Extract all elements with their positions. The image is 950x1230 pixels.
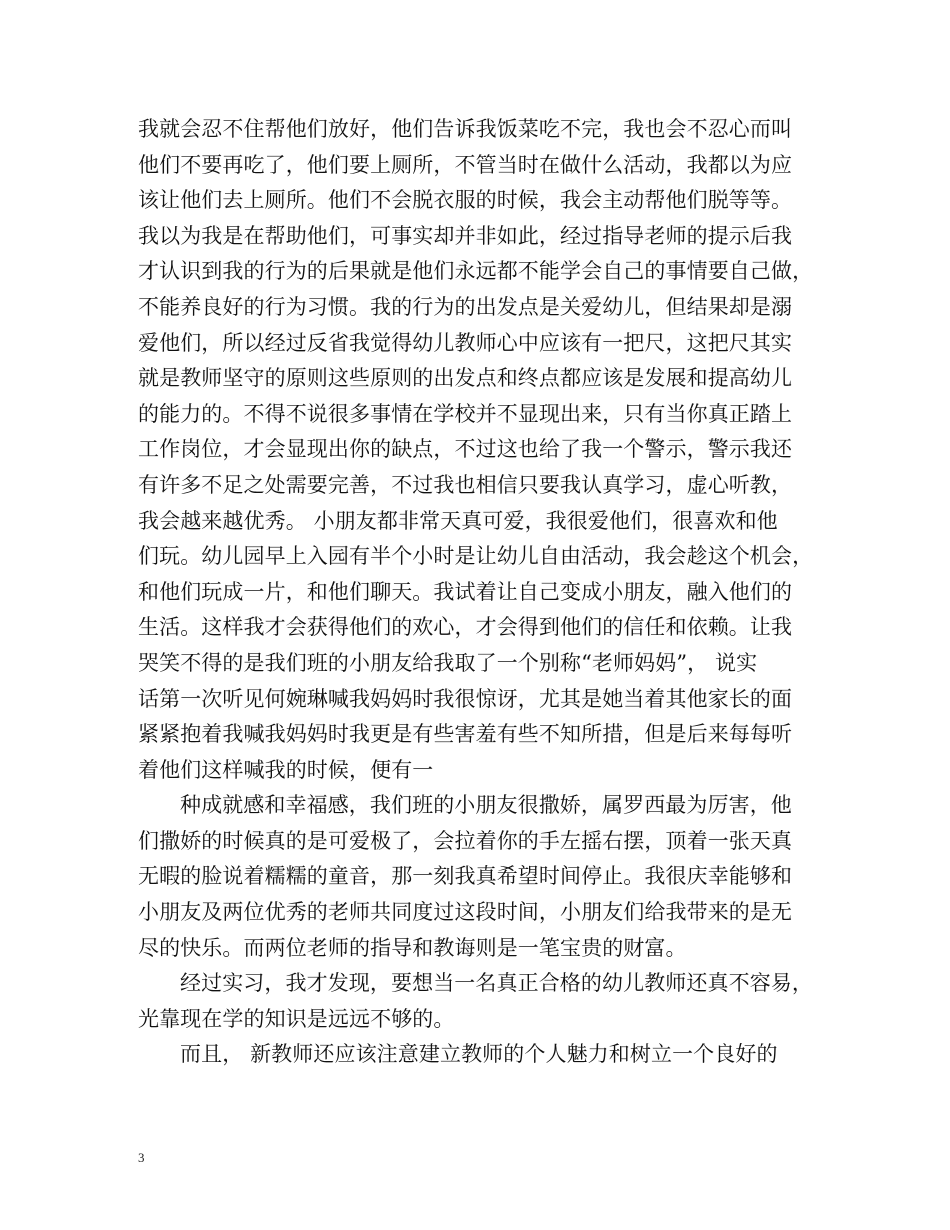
body-text	[138, 112, 828, 1073]
text-line: 我会越来越优秀。 小朋友都非常天真可爱，我很爱他们，很喜欢和他	[138, 508, 778, 533]
text-line: 工作岗位，才会显现出你的缺点，不过这也给了我一个警示，警示我还	[138, 437, 793, 462]
text-line: 不能养良好的行为习惯。我的行为的出发点是关爱幼儿，但结果却是溺	[138, 294, 793, 319]
text-line: 们撒娇的时候真的是可爱极了，会拉着你的手左摇右摆，顶着一张天真	[138, 828, 793, 853]
text-line: 话第一次听见何婉琳喊我妈妈时我很惊讶，尤其是她当着其他家长的面	[138, 686, 793, 711]
page-number: 3	[138, 1150, 145, 1165]
text-line: 的能力的。不得不说很多事情在学校并不显现出来，只有当你真正踏上	[138, 401, 793, 426]
text-line: 着他们这样喊我的时候，便有一	[138, 757, 434, 782]
paragraph-first-line: 而且， 新教师还应该注意建立教师的个人魅力和树立一个良好的	[180, 1042, 778, 1067]
text-line: 才认识到我的行为的后果就是他们永远都不能学会自己的事情要自己做，	[138, 259, 814, 284]
text-line: 和他们玩成一片，和他们聊天。我试着让自己变成小朋友，融入他们的	[138, 579, 793, 604]
text-line: 生活。这样我才会获得他们的欢心，才会得到他们的信任和依赖。让我	[138, 615, 793, 640]
text-line: 有许多不足之处需要完善，不过我也相信只要我认真学习，虚心听教，	[138, 472, 793, 497]
text-line: 无暇的脸说着糯糯的童音，那一刻我真希望时间停止。我很庆幸能够和	[138, 864, 793, 889]
text-line: 尽的快乐。而两位老师的指导和教诲则是一笔宝贵的财富。	[138, 935, 687, 960]
paragraph-first-line: 种成就感和幸福感，我们班的小朋友很撒娇，属罗西最为厉害，他	[180, 793, 792, 818]
text-line: 紧紧抱着我喊我妈妈时我更是有些害羞有些不知所措，但是后来每每听	[138, 722, 793, 747]
paragraph-first-line: 经过实习，我才发现，要想当一名真正合格的幼儿教师还真不容易，	[180, 971, 813, 996]
text-line: 他们不要再吃了，他们要上厕所，不管当时在做什么活动，我都以为应	[138, 152, 793, 177]
text-line: 就是教师坚守的原则这些原则的出发点和终点都应该是发展和提高幼儿	[138, 366, 793, 391]
text-line: 哭笑不得的是我们班的小朋友给我取了一个别称“老师妈妈”， 说实	[138, 650, 758, 675]
text-line: 我就会忍不住帮他们放好，他们告诉我饭菜吃不完，我也会不忍心而叫	[138, 117, 793, 141]
text-line: 爱他们，所以经过反省我觉得幼儿教师心中应该有一把尺，这把尺其实	[138, 330, 793, 355]
text-line: 小朋友及两位优秀的老师共同度过这段时间，小朋友们给我带来的是无	[138, 900, 793, 925]
text-line: 我以为我是在帮助他们，可事实却并非如此，经过指导老师的提示后我	[138, 223, 793, 248]
text-line: 该让他们去上厕所。他们不会脱衣服的时候，我会主动帮他们脱等等。	[138, 188, 793, 213]
text-line: 光靠现在学的知识是远远不够的。	[138, 1006, 455, 1031]
text-line: 们玩。幼儿园早上入园有半个小时是让幼儿自由活动，我会趁这个机会，	[138, 544, 814, 569]
